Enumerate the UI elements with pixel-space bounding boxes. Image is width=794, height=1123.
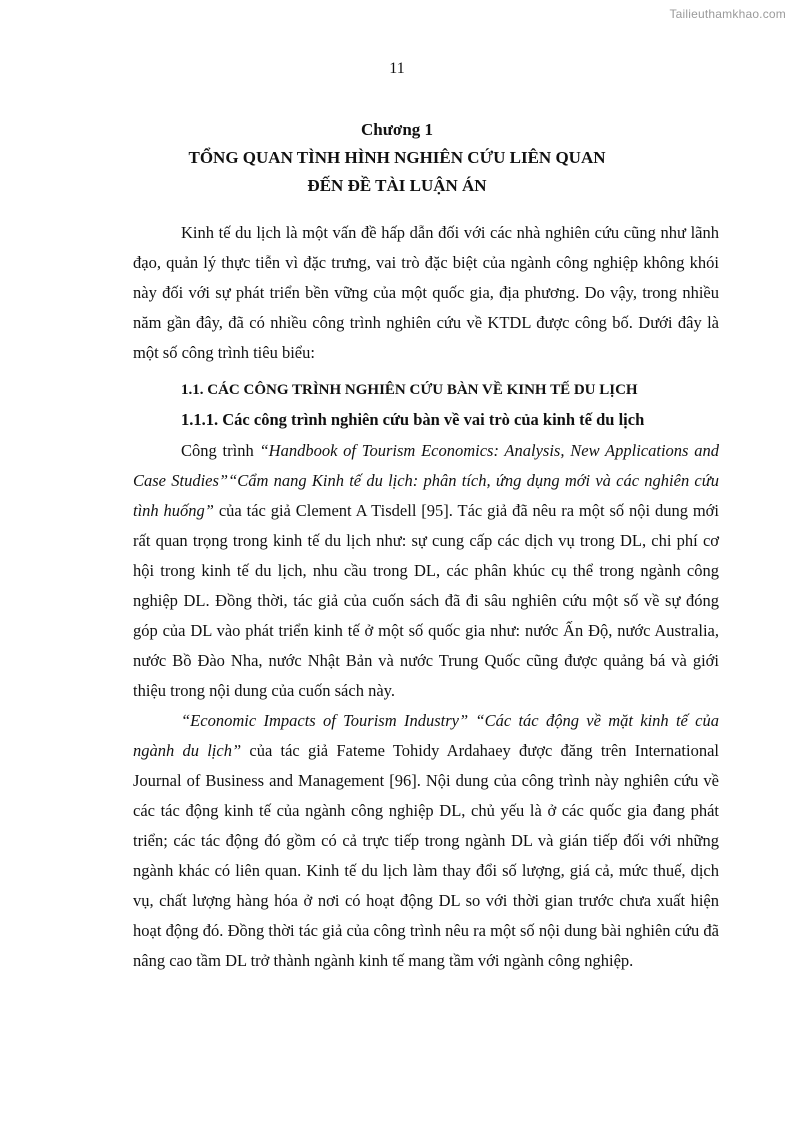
section-heading-1-1: 1.1. CÁC CÔNG TRÌNH NGHIÊN CỨU BÀN VỀ KINH TẾ DU LỊCH (181, 382, 638, 398)
intro-paragraph: Kinh tế du lịch là một vấn đề hấp dẫn đối với các nhà nghiên cứu cũng như lãnh đạo, quản lý thực tiễn vì đặc trưng, vai trò đặc biệt của ngành công nghiệp không khói này đối với sự phát triển bền vững của một quốc gia, địa phương. Do vậy, trong nhiều năm gần đây, đã có nhiều công trình nghiên cứu về KTDL được công bố. Dưới đây là một số công trình tiêu biểu: (133, 223, 719, 362)
paragraph-rest: của tác giả Fateme Tohidy Ardahaey được đăng trên International Journal of Business and Management [96]. Nội dung của công trình này nghiên cứu về các tác động kinh tế của ngành công nghiệp DL, chủ yếu là ở các quốc gia đang phát triển; các tác động đó gồm có cả trực tiếp trong ngành DL và gián tiếp đối với những ngành khác có liên quan. Kinh tế du lịch làm thay đổi số lượng, giá cả, mức thuế, dịch vụ, chất lượng hàng hóa ở nơi có hoạt động DL so với thời gian trước chưa xuất hiện hoạt động đó. Đồng thời tác giả của công trình nêu ra một số nội dung bài nghiên cứu đã nâng cao tầm DL trở thành ngành kinh tế mang tầm với ngành công nghiệp. (133, 741, 719, 970)
page-number: 11 (389, 60, 405, 77)
paragraph-rest: của tác giả Clement A Tisdell [95]. Tác giả đã nêu ra một số nội dung mới rất quan trọng trong kinh tế du lịch như: sự cung cấp các dịch vụ trong DL, chi phí cơ hội trong kinh tế du lịch, nhu cầu trong DL, các phân khúc cụ thể trong ngành công nghiệp DL. Đồng thời, tác giả của cuốn sách đã đi sâu nghiên cứu một số về sự đóng góp của DL vào phát triển kinh tế ở một số quốc gia như: nước Ấn Độ, nước Australia, nước Bồ Đào Nha, nước Nhật Bản và nước Trung Quốc cũng được quảng bá và giới thiệu trong nội dung của cuốn sách này. (133, 501, 719, 700)
section-heading-1-1-1: 1.1.1. Các công trình nghiên cứu bàn về vai trò của kinh tế du lịch (181, 410, 645, 429)
paragraph-handbook (133, 436, 719, 706)
chapter-title-line1: TỔNG QUAN TÌNH HÌNH NGHIÊN CỨU LIÊN QUAN (188, 148, 606, 167)
chapter-title-line2: ĐẾN ĐỀ TÀI LUẬN ÁN (307, 176, 487, 195)
watermark: Tailieuthamkhao.com (669, 7, 786, 21)
body-text (133, 218, 719, 976)
chapter-label: Chương 1 (360, 120, 434, 139)
article-title: “Economic Impacts of Tourism Industry” “Các tác động về mặt kinh tế của ngành du lịch” (133, 711, 719, 760)
book-title: “Handbook of Tourism Economics: Analysis, New Applications and Case Studies”“Cẩm nang Kinh tế du lịch: phân tích, ứng dụng mới và các nghiên cứu tình huống” (133, 441, 719, 520)
paragraph-lead: Công trình (181, 441, 260, 460)
chapter-heading (0, 116, 794, 200)
paragraph-economic-impacts (133, 706, 719, 976)
